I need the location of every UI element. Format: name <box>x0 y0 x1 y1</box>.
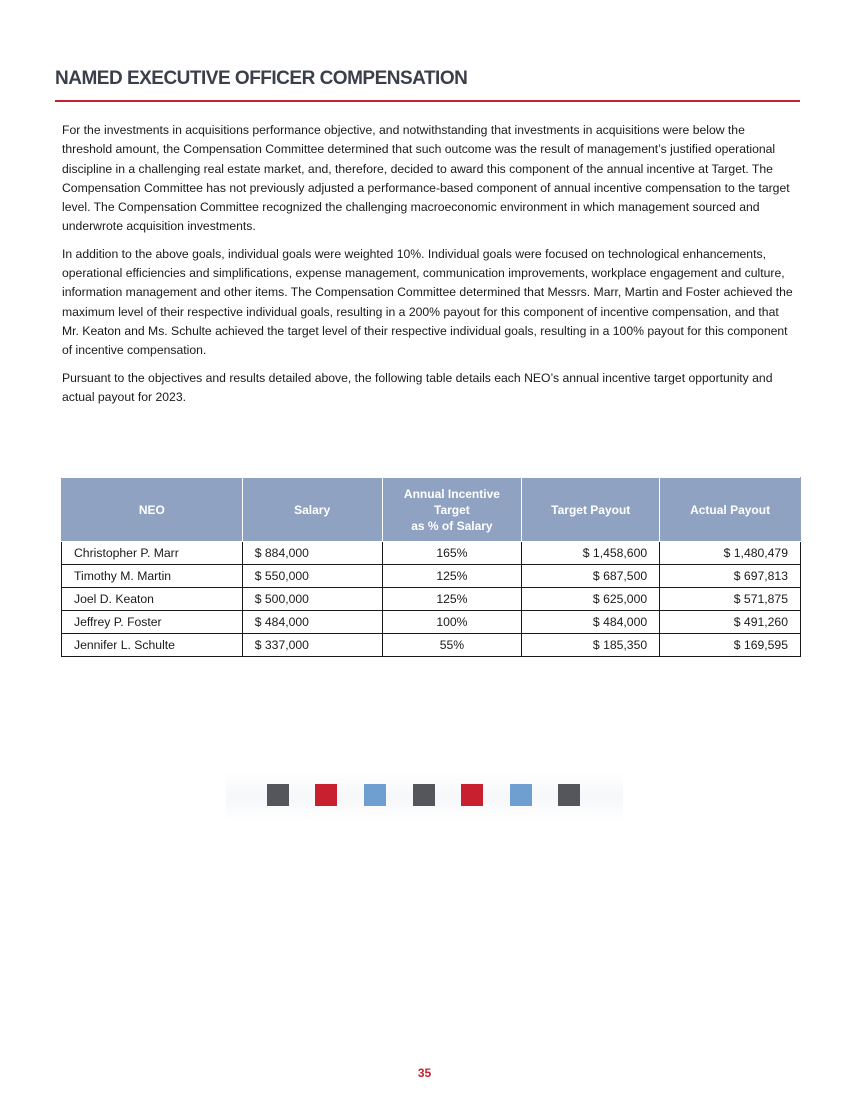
cell-target-pct: 165% <box>382 542 522 565</box>
cell-target-pct: 100% <box>382 611 522 634</box>
cell-salary: $ 484,000 <box>242 611 382 634</box>
cell-actual-payout: $ 169,595 <box>660 634 801 657</box>
table-row <box>62 588 801 611</box>
cell-salary: $ 550,000 <box>242 565 382 588</box>
header-actual-payout: Actual Payout <box>660 478 801 542</box>
table-header-row <box>62 478 801 542</box>
cell-actual-payout: $ 697,813 <box>660 565 801 588</box>
cell-target-payout: $ 687,500 <box>522 565 660 588</box>
square-icon <box>315 784 337 806</box>
cell-salary: $ 500,000 <box>242 588 382 611</box>
square-icon <box>461 784 483 806</box>
paragraph-individual-goals: In addition to the above goals, individual goals were weighted 10%. Individual goals were focused on technological enhancements, operational efficiencies and simplifications, expense management, communication improvements, workplace engagement and culture, information management and other items. The Compensation Committee determined that Messrs. Marr, Martin and Foster achieved the maximum level of their respective individual goals, resulting in a 200% payout for this component of incentive compensation, and that Mr. Keaton and Ms. Schulte achieved the target level of their respective individual goals, resulting in a 100% payout for this component of incentive compensation. <box>62 246 793 358</box>
cell-neo: Timothy M. Martin <box>62 565 243 588</box>
cell-neo: Jeffrey P. Foster <box>62 611 243 634</box>
header-target-line2: Target <box>434 502 470 517</box>
square-icon <box>510 784 532 806</box>
header-salary: Salary <box>242 478 382 542</box>
cell-target-payout: $ 185,350 <box>522 634 660 657</box>
square-icon <box>364 784 386 806</box>
header-annual-incentive-target <box>382 478 522 542</box>
cell-target-pct: 55% <box>382 634 522 657</box>
paragraph-table-intro: Pursuant to the objectives and results detailed above, the following table details each NEO’s annual incentive target opportunity and actual payout for 2023. <box>62 370 773 404</box>
table-row <box>62 634 801 657</box>
cell-actual-payout: $ 571,875 <box>660 588 801 611</box>
section-title: NAMED EXECUTIVE OFFICER COMPENSATION <box>55 68 468 89</box>
table-row <box>62 542 801 565</box>
cell-neo: Christopher P. Marr <box>62 542 243 565</box>
cell-salary: $ 337,000 <box>242 634 382 657</box>
square-icon <box>267 784 289 806</box>
header-target-payout: Target Payout <box>522 478 660 542</box>
compensation-table <box>61 477 801 657</box>
square-icon <box>558 784 580 806</box>
cell-actual-payout: $ 491,260 <box>660 611 801 634</box>
table-row <box>62 611 801 634</box>
cell-target-pct: 125% <box>382 565 522 588</box>
header-target-line1: Annual Incentive <box>403 486 500 501</box>
square-icon <box>413 784 435 806</box>
cell-target-pct: 125% <box>382 588 522 611</box>
cell-target-payout: $ 1,458,600 <box>522 542 660 565</box>
title-rule <box>55 100 800 102</box>
cell-neo: Jennifer L. Schulte <box>62 634 243 657</box>
cell-salary: $ 884,000 <box>242 542 382 565</box>
header-target-line3: as % of Salary <box>411 518 493 533</box>
body-text <box>62 121 797 415</box>
cell-target-payout: $ 484,000 <box>522 611 660 634</box>
cell-actual-payout: $ 1,480,479 <box>660 542 801 565</box>
cell-neo: Joel D. Keaton <box>62 588 243 611</box>
paragraph-acquisitions: For the investments in acquisitions performance objective, and notwithstanding that investments in acquisitions were below the threshold amount, the Compensation Committee determined that such outcome was the result of management’s justified operational discipline in a challenging real estate market, and, therefore, decided to award this component of the annual incentive at Target. The Compensation Committee has not previously adjusted a performance-based component of annual incentive compensation to the target level. The Compensation Committee recognized the challenging macroeconomic environment in which management sourced and underwrote acquisition investments. <box>62 123 790 234</box>
cell-target-payout: $ 625,000 <box>522 588 660 611</box>
page-number: 35 <box>417 1066 432 1080</box>
decorative-squares <box>226 772 623 822</box>
table-row <box>62 565 801 588</box>
header-neo: NEO <box>62 478 243 542</box>
